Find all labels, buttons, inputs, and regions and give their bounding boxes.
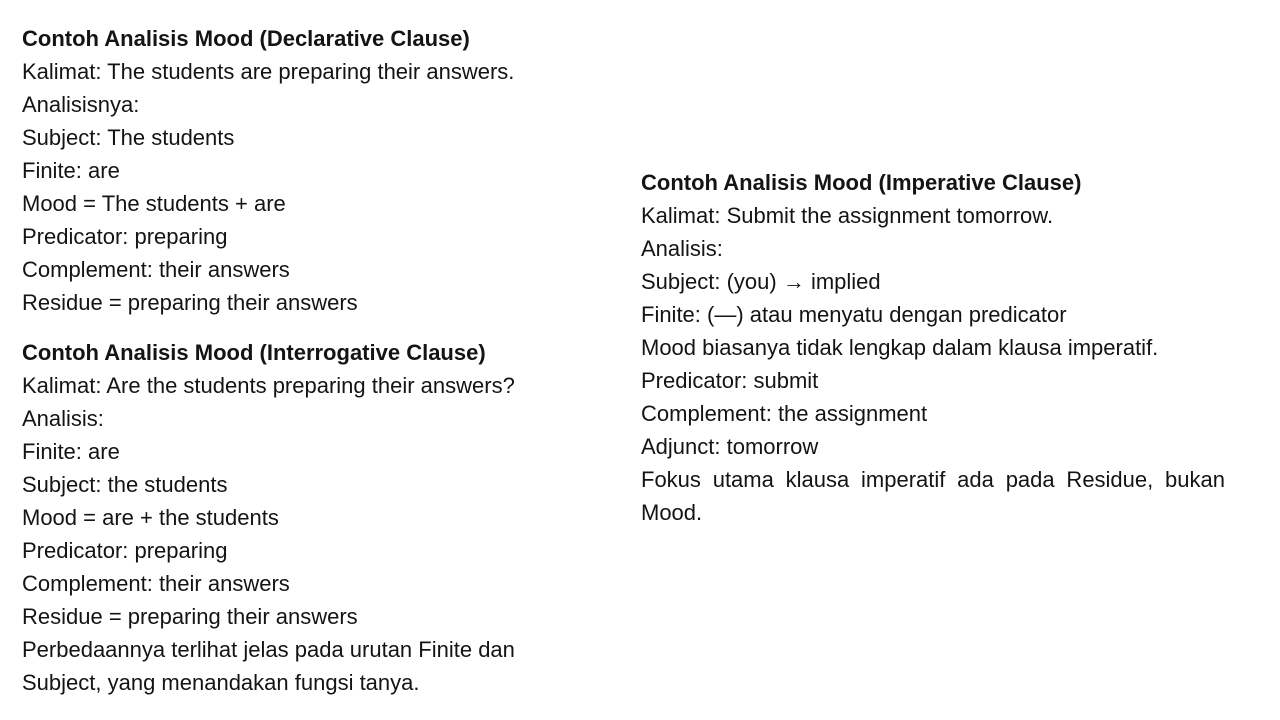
imperative-line: Subject: (you) → implied [641,269,881,294]
declarative-line: Complement: their answers [22,257,290,282]
interrogative-note-line: Perbedaannya terlihat jelas pada urutan Finite dan [22,637,515,662]
interrogative-note-line: Subject, yang menandakan fungsi tanya. [22,670,420,695]
imperative-section [641,166,1225,529]
declarative-section [22,22,622,319]
declarative-line: Kalimat: The students are preparing their answers. [22,59,515,84]
imperative-focus-note: Fokus utama klausa imperatif ada pada Residue, bukan Mood. [641,467,1225,525]
imperative-line: Finite: (—) atau menyatu dengan predicator [641,302,1067,327]
imperative-line: Complement: the assignment [641,401,928,426]
declarative-heading: Contoh Analisis Mood (Declarative Clause) [22,26,470,51]
interrogative-line: Complement: their answers [22,571,290,596]
declarative-line: Subject: The students [22,125,235,150]
interrogative-line: Analisis: [22,406,104,431]
interrogative-line: Kalimat: Are the students preparing their answers? [22,373,515,398]
interrogative-section [22,336,622,699]
declarative-line: Residue = preparing their answers [22,290,358,315]
imperative-line: Adjunct: tomorrow [641,434,819,459]
imperative-line: Analisis: [641,236,723,261]
interrogative-line: Predicator: preparing [22,538,228,563]
imperative-line: Kalimat: Submit the assignment tomorrow. [641,203,1054,228]
interrogative-line: Subject: the students [22,472,228,497]
interrogative-line: Residue = preparing their answers [22,604,358,629]
declarative-line: Predicator: preparing [22,224,228,249]
interrogative-line: Mood = are + the students [22,505,279,530]
imperative-heading: Contoh Analisis Mood (Imperative Clause) [641,170,1082,195]
declarative-line: Analisisnya: [22,92,140,117]
declarative-line: Finite: are [22,158,120,183]
declarative-line: Mood = The students + are [22,191,286,216]
imperative-mood-note: Mood biasanya tidak lengkap dalam klausa imperatif. [641,335,1159,360]
interrogative-line: Finite: are [22,439,120,464]
imperative-line: Predicator: submit [641,368,819,393]
interrogative-heading: Contoh Analisis Mood (Interrogative Clause) [22,340,486,365]
